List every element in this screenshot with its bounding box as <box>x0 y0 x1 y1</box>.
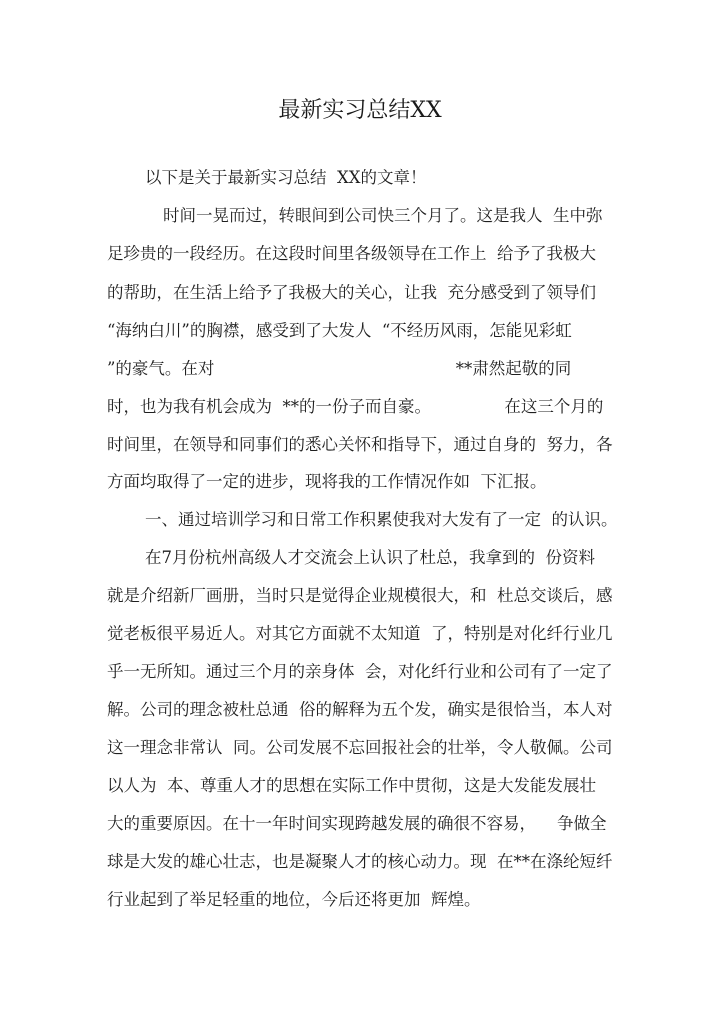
body-line-18: 球是大发的雄心壮志，也是凝聚人才的核心动力。现 在**在涤纶短纤 <box>107 852 613 871</box>
body-line-19: 行业起到了举足轻重的地位，今后还将更加 辉煌。 <box>107 890 481 909</box>
body-line-16: 以人为 本、尊重人才的思想在实际工作中贯彻，这是大发能发展壮 <box>107 776 596 795</box>
body-line-2: 足珍贵的一段经历。在这段时间里各级领导在工作上 给予了我极大 <box>107 244 596 263</box>
body-line-7: 时间里，在领导和同事们的悉心关怀和指导下，通过自身的 努力，各 <box>107 435 613 454</box>
body-line-1: 时间一晃而过，转眼间到公司快三个月了。这是我人 生中弥 <box>163 206 603 225</box>
body-line-4: “海纳白川”的胸襟，感受到了大发人 “不经历风雨，怎能见彩虹 <box>107 321 572 340</box>
document-title: 最新实习总结XX <box>278 98 442 123</box>
body-line-8: 方面均取得了一定的进步，现将我的工作情况作如 下汇报。 <box>107 472 547 491</box>
body-line-14: 解。公司的理念被杜总通 俗的解释为五个发，确实是很恰当，本人对 <box>107 700 613 719</box>
body-line-17: 大的重要原因。在十一年时间实现跨越发展的确很不容易， 争做全 <box>107 814 607 833</box>
intro-line: 以下是关于最新实习总结 XX的文章！ <box>145 168 427 187</box>
body-line-13: 乎一无所知。通过三个月的亲身体 会，对化纤行业和公司有了一定了 <box>107 662 613 681</box>
body-line-12: 觉老板很平易近人。对其它方面就不太知道 了，特别是对化纤行业几 <box>107 624 613 643</box>
body-line-5: ”的豪气。在对 **肃然起敬的同 <box>107 359 572 378</box>
body-line-10: 在7月份杭州高级人才交流会上认识了杜总，我拿到的 份资料 <box>145 548 595 567</box>
body-line-15: 这一理念非常认 同。公司发展不忘回报社会的壮举，令人敬佩。公司 <box>107 738 613 757</box>
body-line-3: 的帮助，在生活上给予了我极大的关心，让我 充分感受到了领导们 <box>107 283 596 302</box>
body-line-11: 就是介绍新厂画册，当时只是觉得企业规模很大，和 杜总交谈后，感 <box>107 586 613 605</box>
body-line-6: 时，也为我有机会成为 **的一份子而自豪。 在这三个月的 <box>107 397 604 416</box>
section-heading: 一、通过培训学习和日常工作积累使我对大发有了一定 的认识。 <box>145 510 618 529</box>
